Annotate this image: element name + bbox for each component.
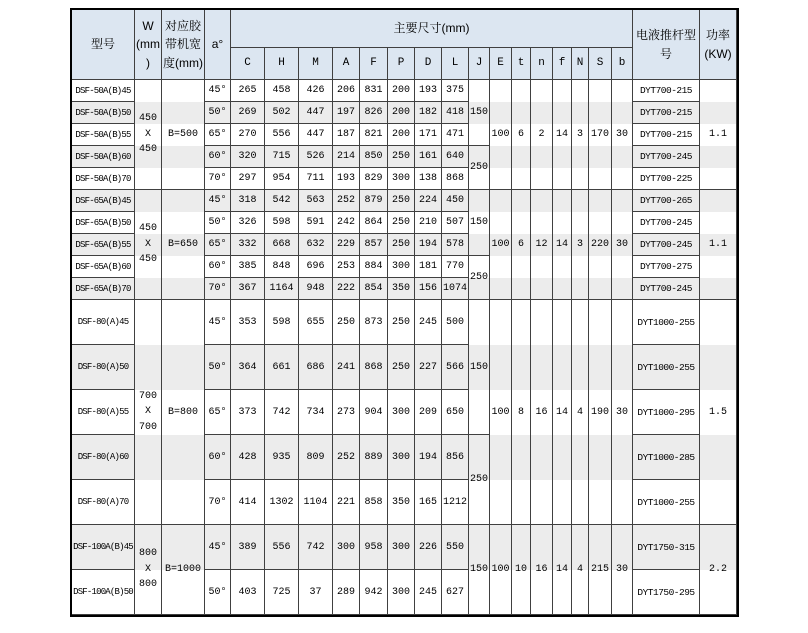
cell-dim-d: 194 — [415, 435, 442, 480]
cell-dim-h: 556 — [265, 124, 299, 146]
cell-dim-b: 30 — [612, 80, 633, 190]
cell-dim-n-lower: 2 — [531, 80, 553, 190]
cell-pusher-model: DYT1000-255 — [633, 480, 700, 525]
cell-dim-f-cap: 904 — [360, 390, 388, 435]
cell-belt-width: B=500 — [162, 80, 205, 190]
cell-dim-c: 297 — [231, 168, 265, 190]
cell-dim-h: 668 — [265, 234, 299, 256]
cell-w-range: 450 X 450 — [135, 80, 162, 190]
cell-dim-c: 320 — [231, 146, 265, 168]
cell-model: DSF-50A(B)60 — [72, 146, 135, 168]
cell-dim-l: 650 — [442, 390, 469, 435]
cell-dim-h: 1302 — [265, 480, 299, 525]
cell-dim-f-cap: 858 — [360, 480, 388, 525]
header-power: 功率 (KW) — [700, 10, 737, 80]
cell-dim-n-upper: 3 — [572, 190, 589, 300]
cell-dim-h: 556 — [265, 525, 299, 570]
cell-dim-d: 209 — [415, 390, 442, 435]
cell-dim-d: 193 — [415, 80, 442, 102]
cell-dim-l: 868 — [442, 168, 469, 190]
header-dim-letter: H — [265, 48, 299, 80]
cell-pusher-model: DYT1750-315 — [633, 525, 700, 570]
cell-dim-h: 954 — [265, 168, 299, 190]
cell-dim-c: 265 — [231, 80, 265, 102]
header-dim-letter: C — [231, 48, 265, 80]
cell-dim-c: 367 — [231, 278, 265, 300]
cell-dim-d: 194 — [415, 234, 442, 256]
cell-w-range: 450 X 450 — [135, 190, 162, 300]
header-main-dims: 主要尺寸(mm) — [231, 10, 633, 48]
cell-angle: 50° — [205, 345, 231, 390]
cell-dim-c: 332 — [231, 234, 265, 256]
cell-dim-l: 640 — [442, 146, 469, 168]
cell-dim-h: 742 — [265, 390, 299, 435]
cell-dim-e: 100 — [490, 190, 512, 300]
cell-dim-m: 632 — [299, 234, 333, 256]
cell-dim-n-upper: 4 — [572, 300, 589, 525]
cell-pusher-model: DYT700-225 — [633, 168, 700, 190]
cell-dim-l: 1212 — [442, 480, 469, 525]
header-dim-letter: F — [360, 48, 388, 80]
cell-model: DSF-100A(B)45 — [72, 525, 135, 570]
cell-angle: 45° — [205, 300, 231, 345]
cell-power: 2.2 — [700, 525, 737, 615]
cell-dim-a: 193 — [333, 168, 360, 190]
cell-dim-f-lower: 14 — [553, 190, 572, 300]
cell-dim-h: 848 — [265, 256, 299, 278]
cell-dim-c: 403 — [231, 570, 265, 615]
cell-angle: 45° — [205, 190, 231, 212]
header-dim-letter: f — [553, 48, 572, 80]
cell-dim-f-cap: 831 — [360, 80, 388, 102]
cell-dim-d: 161 — [415, 146, 442, 168]
cell-dim-l: 375 — [442, 80, 469, 102]
cell-dim-d: 171 — [415, 124, 442, 146]
cell-pusher-model: DYT1000-255 — [633, 300, 700, 345]
cell-dim-j-top: 150 — [469, 190, 490, 256]
cell-angle: 50° — [205, 212, 231, 234]
cell-dim-f-cap: 942 — [360, 570, 388, 615]
cell-dim-l: 1074 — [442, 278, 469, 300]
cell-dim-c: 373 — [231, 390, 265, 435]
cell-dim-m: 426 — [299, 80, 333, 102]
cell-dim-a: 221 — [333, 480, 360, 525]
cell-dim-d: 165 — [415, 480, 442, 525]
cell-pusher-model: DYT700-275 — [633, 256, 700, 278]
cell-model: DSF-80(A)50 — [72, 345, 135, 390]
cell-dim-a: 252 — [333, 190, 360, 212]
cell-power: 1.1 — [700, 190, 737, 300]
cell-dim-s: 220 — [589, 190, 612, 300]
cell-dim-f-cap: 868 — [360, 345, 388, 390]
cell-dim-p: 200 — [388, 102, 415, 124]
cell-dim-n-upper: 3 — [572, 80, 589, 190]
header-dim-letter: M — [299, 48, 333, 80]
cell-model: DSF-65A(B)70 — [72, 278, 135, 300]
table-row — [72, 80, 737, 102]
cell-dim-j-bottom: 250 — [469, 146, 490, 190]
cell-dim-m: 742 — [299, 525, 333, 570]
cell-dim-m: 447 — [299, 124, 333, 146]
cell-dim-c: 385 — [231, 256, 265, 278]
cell-pusher-model: DYT1750-295 — [633, 570, 700, 615]
cell-dim-l: 450 — [442, 190, 469, 212]
cell-dim-p: 300 — [388, 570, 415, 615]
cell-angle: 60° — [205, 146, 231, 168]
cell-dim-n-lower: 12 — [531, 190, 553, 300]
header-model: 型号 — [72, 10, 135, 80]
header-dim-letter: N — [572, 48, 589, 80]
header-dim-letter: E — [490, 48, 512, 80]
cell-pusher-model: DYT700-245 — [633, 146, 700, 168]
cell-pusher-model: DYT1000-255 — [633, 345, 700, 390]
cell-dim-e: 100 — [490, 80, 512, 190]
cell-power: 1.5 — [700, 300, 737, 525]
cell-dim-m: 591 — [299, 212, 333, 234]
cell-dim-c: 389 — [231, 525, 265, 570]
cell-dim-j-top: 150 — [469, 300, 490, 435]
cell-dim-m: 563 — [299, 190, 333, 212]
cell-pusher-model: DYT700-215 — [633, 102, 700, 124]
cell-dim-p: 300 — [388, 390, 415, 435]
header-dim-letter: n — [531, 48, 553, 80]
cell-dim-c: 270 — [231, 124, 265, 146]
cell-dim-m: 526 — [299, 146, 333, 168]
cell-angle: 65° — [205, 124, 231, 146]
cell-dim-m: 734 — [299, 390, 333, 435]
table-row — [72, 190, 737, 212]
cell-angle: 60° — [205, 256, 231, 278]
cell-dim-f-cap: 826 — [360, 102, 388, 124]
cell-w-range: 800 X 800 — [135, 525, 162, 615]
cell-dim-m: 711 — [299, 168, 333, 190]
cell-dim-t: 6 — [512, 80, 531, 190]
cell-dim-f-cap: 879 — [360, 190, 388, 212]
cell-angle: 70° — [205, 278, 231, 300]
cell-dim-p: 350 — [388, 278, 415, 300]
cell-dim-p: 300 — [388, 525, 415, 570]
header-pusher: 电液推杆型 号 — [633, 10, 700, 80]
cell-dim-b: 30 — [612, 525, 633, 615]
cell-dim-j-top: 150 — [469, 80, 490, 146]
cell-dim-d: 245 — [415, 300, 442, 345]
cell-dim-h: 598 — [265, 212, 299, 234]
cell-dim-d: 226 — [415, 525, 442, 570]
cell-belt-width: B=1000 — [162, 525, 205, 615]
cell-dim-h: 502 — [265, 102, 299, 124]
cell-dim-a: 222 — [333, 278, 360, 300]
cell-dim-t: 10 — [512, 525, 531, 615]
cell-dim-h: 458 — [265, 80, 299, 102]
cell-pusher-model: DYT700-245 — [633, 212, 700, 234]
cell-angle: 70° — [205, 168, 231, 190]
cell-dim-s: 215 — [589, 525, 612, 615]
cell-pusher-model: DYT1000-285 — [633, 435, 700, 480]
cell-dim-n-lower: 16 — [531, 525, 553, 615]
cell-dim-t: 6 — [512, 190, 531, 300]
cell-dim-b: 30 — [612, 300, 633, 525]
spec-table — [70, 8, 739, 617]
cell-dim-p: 250 — [388, 300, 415, 345]
cell-dim-p: 300 — [388, 168, 415, 190]
cell-model: DSF-80(A)55 — [72, 390, 135, 435]
cell-dim-d: 156 — [415, 278, 442, 300]
cell-dim-d: 245 — [415, 570, 442, 615]
header-dim-letter: t — [512, 48, 531, 80]
cell-dim-a: 241 — [333, 345, 360, 390]
cell-dim-a: 187 — [333, 124, 360, 146]
cell-dim-m: 37 — [299, 570, 333, 615]
dimensions-table — [72, 10, 737, 615]
cell-dim-d: 138 — [415, 168, 442, 190]
cell-dim-p: 300 — [388, 256, 415, 278]
table-row — [72, 300, 737, 345]
cell-pusher-model: DYT700-245 — [633, 278, 700, 300]
cell-dim-a: 289 — [333, 570, 360, 615]
cell-dim-h: 935 — [265, 435, 299, 480]
cell-dim-p: 250 — [388, 190, 415, 212]
cell-pusher-model: DYT700-215 — [633, 124, 700, 146]
cell-dim-f-cap: 829 — [360, 168, 388, 190]
cell-dim-e: 100 — [490, 525, 512, 615]
header-belt-width: 对应胶 带机宽 度(mm) — [162, 10, 205, 80]
header-dim-letter: b — [612, 48, 633, 80]
cell-model: DSF-50A(B)55 — [72, 124, 135, 146]
cell-pusher-model: DYT700-265 — [633, 190, 700, 212]
cell-dim-f-cap: 884 — [360, 256, 388, 278]
cell-dim-d: 182 — [415, 102, 442, 124]
cell-model: DSF-50A(B)70 — [72, 168, 135, 190]
cell-angle: 50° — [205, 570, 231, 615]
cell-dim-p: 250 — [388, 212, 415, 234]
cell-model: DSF-100A(B)50 — [72, 570, 135, 615]
cell-dim-c: 428 — [231, 435, 265, 480]
cell-dim-n-upper: 4 — [572, 525, 589, 615]
header-dim-letter: A — [333, 48, 360, 80]
cell-dim-p: 200 — [388, 80, 415, 102]
cell-dim-d: 210 — [415, 212, 442, 234]
cell-dim-p: 350 — [388, 480, 415, 525]
cell-dim-f-lower: 14 — [553, 80, 572, 190]
cell-dim-l: 418 — [442, 102, 469, 124]
cell-model: DSF-65A(B)55 — [72, 234, 135, 256]
cell-dim-m: 1104 — [299, 480, 333, 525]
cell-dim-c: 318 — [231, 190, 265, 212]
cell-model: DSF-80(A)70 — [72, 480, 135, 525]
cell-dim-d: 227 — [415, 345, 442, 390]
cell-pusher-model: DYT700-215 — [633, 80, 700, 102]
cell-angle: 45° — [205, 525, 231, 570]
cell-dim-f-lower: 14 — [553, 525, 572, 615]
cell-model: DSF-65A(B)50 — [72, 212, 135, 234]
cell-belt-width: B=650 — [162, 190, 205, 300]
cell-dim-h: 715 — [265, 146, 299, 168]
cell-dim-l: 627 — [442, 570, 469, 615]
cell-dim-a: 229 — [333, 234, 360, 256]
cell-dim-a: 242 — [333, 212, 360, 234]
cell-dim-f-cap: 854 — [360, 278, 388, 300]
cell-pusher-model: DYT700-245 — [633, 234, 700, 256]
cell-dim-a: 300 — [333, 525, 360, 570]
cell-dim-p: 300 — [388, 435, 415, 480]
cell-dim-s: 190 — [589, 300, 612, 525]
cell-dim-p: 200 — [388, 124, 415, 146]
cell-dim-j-bottom: 250 — [469, 256, 490, 300]
cell-model: DSF-50A(B)50 — [72, 102, 135, 124]
cell-dim-j-bottom: 250 — [469, 435, 490, 525]
cell-dim-s: 170 — [589, 80, 612, 190]
cell-dim-l: 856 — [442, 435, 469, 480]
header-dim-letter: S — [589, 48, 612, 80]
header-dim-letter: J — [469, 48, 490, 80]
cell-dim-m: 948 — [299, 278, 333, 300]
cell-dim-p: 250 — [388, 146, 415, 168]
cell-dim-l: 578 — [442, 234, 469, 256]
cell-w-range: 700 X 700 — [135, 300, 162, 525]
cell-dim-l: 770 — [442, 256, 469, 278]
cell-dim-h: 1164 — [265, 278, 299, 300]
cell-angle: 45° — [205, 80, 231, 102]
cell-dim-f-cap: 864 — [360, 212, 388, 234]
cell-belt-width: B=800 — [162, 300, 205, 525]
cell-dim-d: 181 — [415, 256, 442, 278]
cell-model: DSF-50A(B)45 — [72, 80, 135, 102]
cell-dim-c: 353 — [231, 300, 265, 345]
cell-dim-h: 542 — [265, 190, 299, 212]
cell-dim-n-lower: 16 — [531, 300, 553, 525]
header-dim-letter: L — [442, 48, 469, 80]
cell-dim-f-lower: 14 — [553, 300, 572, 525]
header-dim-letter: D — [415, 48, 442, 80]
cell-dim-l: 471 — [442, 124, 469, 146]
cell-dim-e: 100 — [490, 300, 512, 525]
cell-dim-f-cap: 850 — [360, 146, 388, 168]
cell-model: DSF-80(A)60 — [72, 435, 135, 480]
cell-dim-a: 197 — [333, 102, 360, 124]
cell-angle: 50° — [205, 102, 231, 124]
cell-dim-f-cap: 857 — [360, 234, 388, 256]
table-row — [72, 525, 737, 570]
cell-dim-t: 8 — [512, 300, 531, 525]
cell-dim-c: 269 — [231, 102, 265, 124]
cell-model: DSF-65A(B)60 — [72, 256, 135, 278]
cell-dim-h: 661 — [265, 345, 299, 390]
cell-dim-m: 696 — [299, 256, 333, 278]
header-angle: a° — [205, 10, 231, 80]
cell-dim-f-cap: 821 — [360, 124, 388, 146]
cell-angle: 70° — [205, 480, 231, 525]
cell-dim-a: 273 — [333, 390, 360, 435]
cell-dim-c: 414 — [231, 480, 265, 525]
cell-model: DSF-80(A)45 — [72, 300, 135, 345]
cell-angle: 65° — [205, 234, 231, 256]
cell-dim-a: 250 — [333, 300, 360, 345]
cell-dim-l: 550 — [442, 525, 469, 570]
cell-dim-f-cap: 873 — [360, 300, 388, 345]
cell-dim-c: 326 — [231, 212, 265, 234]
cell-dim-m: 447 — [299, 102, 333, 124]
cell-angle: 65° — [205, 390, 231, 435]
cell-dim-j-top: 150 — [469, 525, 490, 615]
cell-dim-p: 250 — [388, 234, 415, 256]
cell-dim-d: 224 — [415, 190, 442, 212]
cell-dim-h: 725 — [265, 570, 299, 615]
header-w: W (mm ) — [135, 10, 162, 80]
cell-dim-m: 809 — [299, 435, 333, 480]
cell-pusher-model: DYT1000-295 — [633, 390, 700, 435]
cell-dim-b: 30 — [612, 190, 633, 300]
cell-dim-a: 214 — [333, 146, 360, 168]
cell-dim-f-cap: 958 — [360, 525, 388, 570]
cell-dim-m: 655 — [299, 300, 333, 345]
cell-dim-l: 566 — [442, 345, 469, 390]
cell-angle: 60° — [205, 435, 231, 480]
cell-dim-c: 364 — [231, 345, 265, 390]
cell-dim-h: 598 — [265, 300, 299, 345]
cell-model: DSF-65A(B)45 — [72, 190, 135, 212]
cell-dim-a: 252 — [333, 435, 360, 480]
cell-dim-a: 253 — [333, 256, 360, 278]
cell-dim-f-cap: 889 — [360, 435, 388, 480]
cell-dim-p: 250 — [388, 345, 415, 390]
cell-dim-l: 500 — [442, 300, 469, 345]
cell-dim-m: 686 — [299, 345, 333, 390]
header-dim-letter: P — [388, 48, 415, 80]
cell-dim-l: 507 — [442, 212, 469, 234]
cell-power: 1.1 — [700, 80, 737, 190]
cell-dim-a: 206 — [333, 80, 360, 102]
